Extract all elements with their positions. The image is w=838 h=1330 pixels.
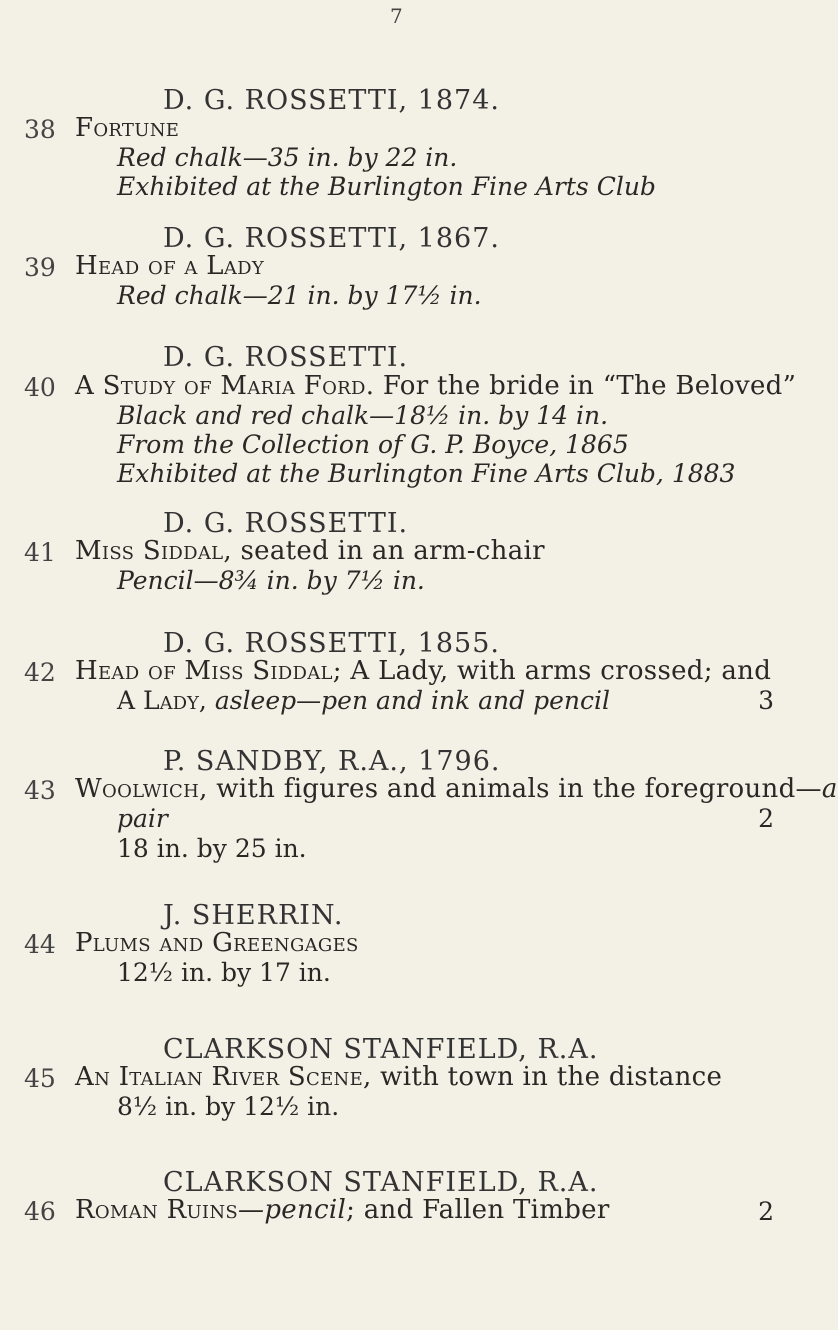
entry-title: Woolwich, [75,774,208,804]
entry-dimensions: 8½ in. by 12½ in. [117,1092,340,1121]
entry-title: Miss Siddal, [75,536,232,566]
entry-title-suffix: For the bride in “The Beloved” [374,371,797,401]
artist-heading: CLARKSON STANFIELD, R.A. [163,1167,599,1198]
lot-number: 40 [24,373,56,402]
entry-second-line [117,686,610,715]
artist-heading: D. G. ROSSETTI, 1867. [163,223,500,254]
entry-dimensions: 18 in. by 25 in. [117,834,307,863]
artist-heading: P. SANDBY, R.A., 1796. [163,746,501,777]
artist-heading: D. G. ROSSETTI. [163,342,409,373]
page-number: 7 [390,4,403,28]
entry-title: Roman Ruins [75,1195,239,1225]
item-count: 3 [758,686,774,715]
entry-title: Plums and Greengages [75,928,359,958]
entry-medium: Red chalk—35 in. by 22 in. [117,143,458,172]
entry-note: Exhibited at the Burlington Fine Arts Club, 1883 [117,459,736,488]
artist-heading: J. SHERRIN. [163,900,344,931]
entry-title-line [75,371,796,401]
entry-title: Head of a Lady [75,251,265,281]
entry-provenance: From the Collection of G. P. Boyce, 1865 [117,430,629,459]
entry-medium: asleep—pen and ink and pencil [206,686,610,715]
lot-number: 44 [24,930,56,959]
entry-title-line [75,1195,610,1225]
entry-title-italic: —pencil [238,1195,347,1225]
lot-number: 38 [24,115,56,144]
entry-note: Exhibited at the Burlington Fine Arts Club [117,172,656,201]
lot-number: 42 [24,658,56,687]
lot-number: 46 [24,1197,56,1226]
entry-title-line [75,656,771,686]
entry-title-italic: a [821,774,838,804]
item-count: 2 [758,1197,774,1226]
entry-medium: pair [117,804,168,833]
entry-title: Head of Miss Siddal; [75,656,342,686]
artist-heading: D. G. ROSSETTI, 1855. [163,628,500,659]
entry-subtitle: A Lady, [117,686,207,715]
lot-number: 41 [24,538,56,567]
entry-title-suffix: with figures and animals in the foreground— [207,774,822,804]
entry-title-suffix: with town in the distance [371,1062,723,1092]
entry-title-line [75,536,545,566]
entry-medium: Pencil—8¾ in. by 7½ in. [117,566,425,595]
artist-heading: D. G. ROSSETTI. [163,508,409,539]
lot-number: 39 [24,253,56,282]
entry-title-suffix: A Lady, with arms crossed; and [341,656,772,686]
entry-title-suffix: ; and Fallen Timber [346,1195,610,1225]
entry-title: An Italian River Scene, [75,1062,372,1092]
entry-medium: Red chalk—21 in. by 17½ in. [117,281,482,310]
entry-title: Fortune [75,113,180,143]
lot-number: 45 [24,1064,56,1093]
entry-dimensions: 12½ in. by 17 in. [117,958,331,987]
entry-title-suffix: seated in an arm-chair [231,536,545,566]
entry-title-line [75,774,838,804]
entry-medium: Black and red chalk—18½ in. by 14 in. [117,401,609,430]
item-count: 2 [758,804,774,833]
artist-heading: D. G. ROSSETTI, 1874. [163,85,500,116]
entry-title: A Study of Maria Ford. [75,371,375,401]
lot-number: 43 [24,776,56,805]
entry-title-line [75,1062,722,1092]
artist-heading: CLARKSON STANFIELD, R.A. [163,1034,599,1065]
